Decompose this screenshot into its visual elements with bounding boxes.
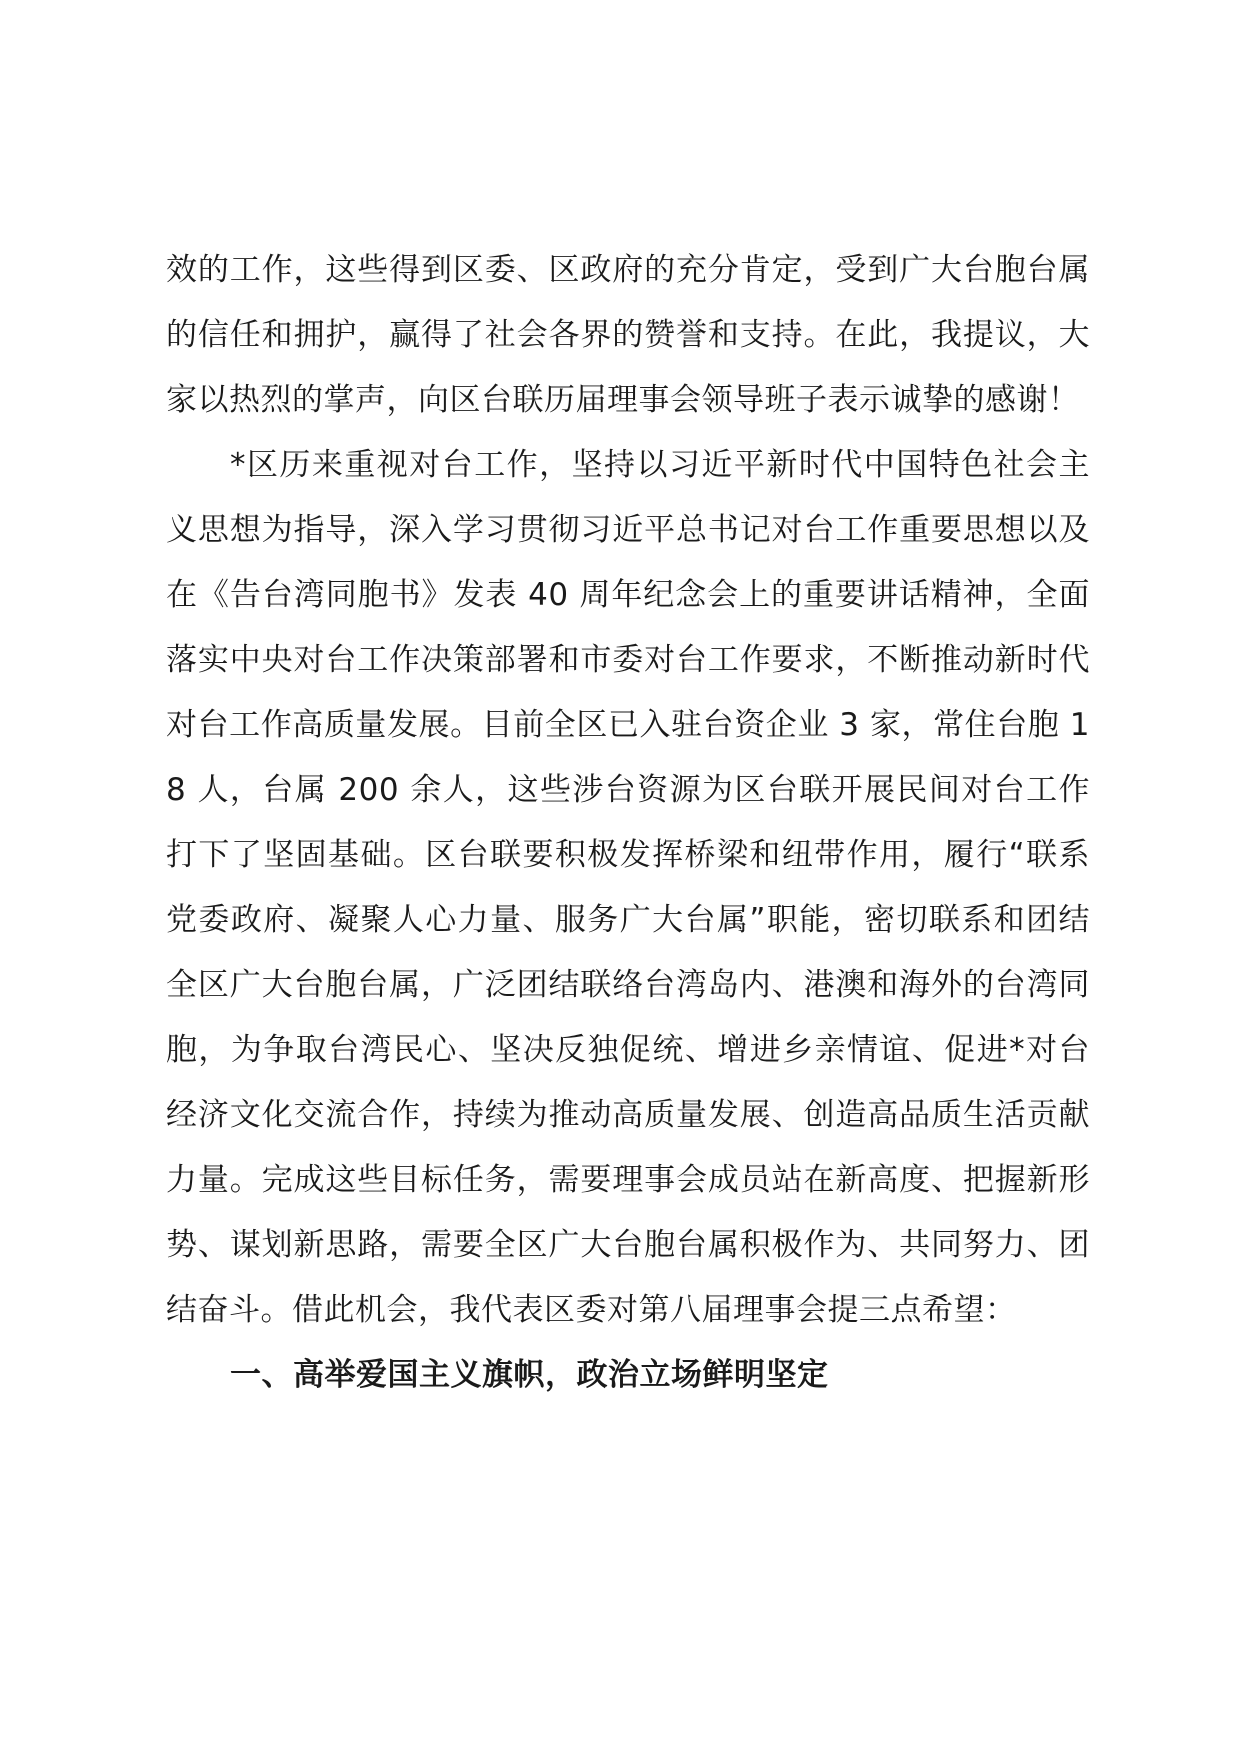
section-heading: 一、高举爱国主义旗帜，政治立场鲜明坚定	[230, 1357, 829, 1393]
paragraph-main: *区历来重视对台工作，坚持以习近平新时代中国特色社会主义思想为指导，深入学习贯彻习近平总书记对台工作重要思想以及在《告台湾同胞书》发表 40 周年纪念会上的重要讲话精神，全面落实中央对台工作决策部署和市委对台工作要求，不断推动新时代对台工作高质量发展。目前全区已入驻台资企业 3 家，常住台胞 18 人，台属 200 余人，这些涉台资源为区台联开展民间对台工作打下了坚固基础。区台联要积极发挥桥梁和纽带作用，履行“联系党委政府、凝聚人心力量、服务广大台属”职能，密切联系和团结全区广大台胞台属，广泛团结联络台湾岛内、港澳和海外的台湾同胞，为争取台湾民心、坚决反独促统、增进乡亲情谊、促进*对台经济文化交流合作，持续为推动高质量发展、创造高品质生活贡献力量。完成这些目标任务，需要理事会成员站在新高度、把握新形势、谋划新思路，需要全区广大台胞台属积极作为、共同努力、团结奋斗。借此机会，我代表区委对第八届理事会提三点希望：	[166, 447, 1090, 1328]
document-page	[166, 238, 1090, 1408]
paragraph-continuation: 效的工作，这些得到区委、区政府的充分肯定，受到广大台胞台属的信任和拥护，赢得了社会各界的赞誉和支持。在此，我提议，大家以热烈的掌声，向区台联历届理事会领导班子表示诚挚的感谢！	[166, 252, 1090, 418]
